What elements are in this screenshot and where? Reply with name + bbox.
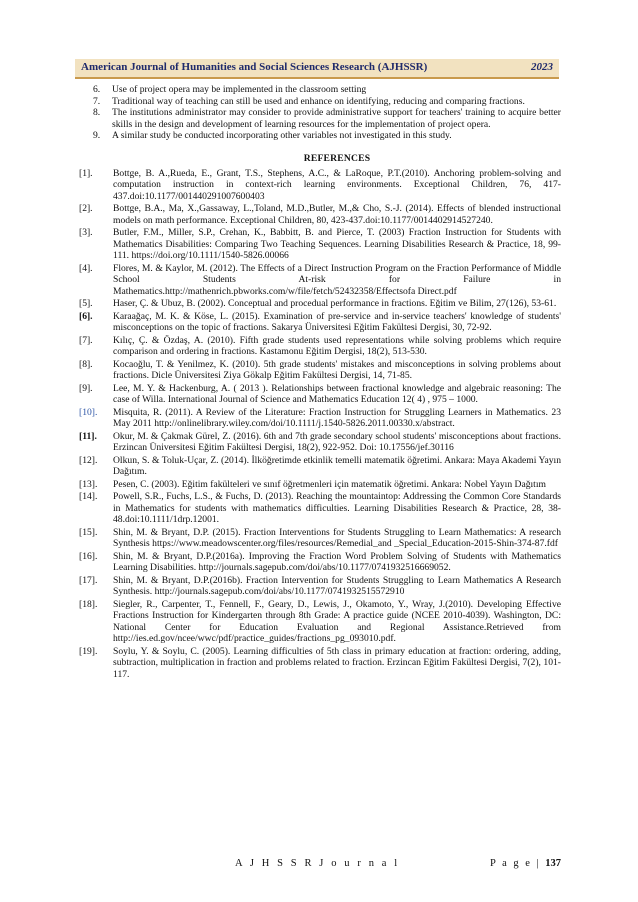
reference-item [79, 431, 561, 454]
reference-item [79, 527, 561, 550]
journal-header [75, 59, 559, 79]
reference-item [79, 263, 561, 298]
reference-text: Flores, M. & Kaylor, M. (2012). The Effects of a Direct Instruction Program on the Fraction Performance of Middle School Students At-risk for Failure in Mathematics.http://mathenrich.pbworks.com/w/file/fetch/52432358/Effectsofa Direct.pdf [113, 262, 561, 297]
item-text: Traditional way of teaching can still be used and enhance on identifying, reducing and comparing fractions. [112, 95, 525, 107]
references-heading: REFERENCES [303, 152, 371, 164]
reference-number: [19]. [79, 645, 98, 657]
reference-number: [14]. [79, 491, 98, 503]
reference-text: Pesen, C. (2003). Eğitim fakülteleri ve sınıf öğretmenleri için matematik öğretimi. Ankara: Nobel Yayın Dağıtım [113, 478, 546, 490]
reference-text: Shin, M. & Bryant, D.P.(2016b). Fraction Intervention for Students Struggling to Learn Mathematics A Research Synthesis. http://journals.sagepub.com/doi/abs/10.1177/0741932515572910 [113, 574, 561, 598]
reference-number: [12]. [79, 454, 98, 466]
reference-number: [8]. [79, 358, 93, 370]
reference-item [79, 646, 561, 681]
reference-item [79, 203, 561, 226]
reference-number: [4]. [79, 262, 93, 274]
item-number: 7. [93, 95, 101, 107]
reference-text: Siegler, R., Carpenter, T., Fennell, F., Geary, D., Lewis, J., Okamoto, Y., Wray, J.(2010). Developing Effective Fractions Instruction for Kindergarten through 8th Grade: A practice guide (NCEE 2010-4039). Washington, DC: National Center for Education Evaluation and Regional Assistance.Retrieved from http://ies.ed.gov/ncee/wwc/pdf/practice_guides/fractions_pg_093010.pdf. [113, 598, 561, 645]
reference-text: Olkun, S. & Toluk-Uçar, Z. (2014). İlköğretimde etkinlik temelli matematik öğretimi. Ankara: Maya Akademi Yayın Dağıtım. [113, 454, 561, 478]
reference-item [79, 551, 561, 574]
recommendation-item [79, 96, 561, 108]
reference-text: Karaağaç, M. K. & Köse, L. (2015). Examination of pre-service and in-service teachers' knowledge of students' misconceptions on the topic of fractions. Sakarya Üniversitesi Eğitim Fakültesi Dergisi, 30, 72-92. [113, 310, 561, 334]
reference-item [79, 335, 561, 358]
footer-page [490, 858, 561, 869]
reference-number: [5]. [79, 298, 93, 310]
reference-item [79, 491, 561, 526]
reference-item [79, 227, 561, 262]
page-number: 137 [545, 858, 561, 869]
reference-text: Powell, S.R., Fuchs, L.S., & Fuchs, D. (2013). Reaching the mountaintop: Addressing the Common Core Standards in Mathematics for students with mathematics difficulties. Learning Disabilities Research & Practice, 28, 38-48.doi:10.1111/1drp.12001. [113, 491, 561, 526]
item-number: 6. [93, 84, 101, 95]
references-list [79, 168, 561, 681]
item-number: 9. [93, 130, 101, 142]
reference-item [79, 298, 561, 310]
reference-text: Misquita, R. (2011). A Review of the Literature: Fraction Instruction for Struggling Learners in Mathematics. 23 May 2011 http://onlinelibrary.wiley.com/doi/10.1111/j.1540-5826.2011.00330.x/abstract. [113, 406, 561, 430]
reference-text: Bottge, B.A., Ma, X.,Gassaway, L.,Toland, M.D.,Butler, M.,& Cho, S.-J. (2014). Effects of blended instructional models on math performance. Exceptional Children, 80, 423-437.doi:10.1177/0014402914527240. [113, 203, 561, 226]
reference-item [79, 575, 561, 598]
reference-item [79, 479, 561, 491]
reference-text: Okur, M. & Çakmak Gürel, Z. (2016). 6th and 7th grade secondary school students' misconceptions about fractions. Erzincan Üniversitesi Eğitim Fakültesi Dergisi, 18(2), 922-952. Doi: 10.17556/jef.30116 [113, 430, 561, 454]
footer-page-label: P a g e | [490, 858, 541, 869]
reference-number: [11]. [79, 430, 97, 442]
recommendations-list [79, 84, 561, 142]
footer-journal: A J H S S R J o u r n a l [235, 858, 400, 869]
reference-text: Kocaoğlu, T. & Yenilmez, K. (2010). 5th grade students' mistakes and misconceptions in solving problems about fractions. Dicle Üniversitesi Ziya Gökalp Eğitim Fakültesi Dergisi, 14, 71-85. [113, 358, 561, 382]
reference-number: [3]. [79, 227, 93, 239]
item-text: The institutions administrator may consider to provide administrative support for teachers' training to acquire better skills in the design and development of learning resources for the implementation of project opera. [112, 107, 561, 130]
reference-text: Butler, F.M., Miller, S.P., Crehan, K., Babbitt, B. and Pierce, T. (2003) Fraction Instruction for Students with Mathematics Disabilities: Comparing Two Teaching Sequences. Learning Disabilities Research & Practice, 18, 99-111. https://doi.org/10.1111/1540-5826.00066 [113, 227, 561, 262]
reference-text: Shin, M. & Bryant, D.P.(2016a). Improving the Fraction Word Problem Solving of Students with Mathematics Learning Disabilities. http://journals.sagepub.com/doi/abs/10.1177/0741932516669052. [113, 550, 561, 574]
reference-number: [7]. [79, 334, 93, 346]
reference-number: [13]. [79, 478, 98, 490]
item-number: 8. [93, 107, 101, 119]
reference-number: [1]. [79, 167, 93, 179]
item-text: A similar study be conducted incorporating other variables not investigated in this study. [112, 130, 452, 142]
reference-item [79, 359, 561, 382]
reference-item [79, 407, 561, 430]
reference-number: [17]. [79, 574, 98, 586]
reference-number: [10]. [79, 406, 98, 418]
reference-number: [15]. [79, 526, 98, 538]
recommendation-item [79, 107, 561, 130]
recommendation-item [79, 130, 561, 142]
reference-text: Soylu, Y. & Soylu, C. (2005). Learning difficulties of 5th class in primary education at fraction: ordering, adding, subtraction, multiplication in fraction and problems related to fraction. Erzincan Eğitim Fakültesi Dergisi, 7(2), 101-117. [113, 645, 561, 680]
reference-item [79, 168, 561, 203]
reference-number: [9]. [79, 382, 93, 394]
reference-number: [6]. [79, 310, 93, 322]
reference-item [79, 455, 561, 478]
item-text: Use of project opera may be implemented in the classroom setting [112, 84, 367, 95]
journal-year: 2023 [531, 61, 553, 73]
journal-title: American Journal of Humanities and Social Sciences Research (AJHSSR) [81, 61, 428, 73]
reference-item [79, 383, 561, 406]
page-content [79, 84, 561, 681]
recommendation-item [79, 84, 561, 96]
reference-text: Kılıç, Ç. & Özdaş, A. (2010). Fifth grade students used representations while solving problems which require comparison and ordering in fractions. Kastamonu Eğitim Dergisi, 18(2), 513-530. [113, 334, 561, 358]
reference-item [79, 311, 561, 334]
reference-number: [2]. [79, 203, 93, 215]
reference-text: Shin, M. & Bryant, D.P. (2015). Fraction Interventions for Students Struggling to Learn Mathematics: A research Synthesis https://www.meadowscenter.org/files/resources/Remedial_and _Special_Education-2015-Shin-374-87.fdf [113, 526, 561, 550]
reference-number: [16]. [79, 550, 98, 562]
reference-text: Haser, Ç. & Ubuz, B. (2002). Conceptual and procedual performance in fractions. Eğitim ve Bilim, 27(126), 53-61. [113, 298, 557, 310]
reference-text: Bottge, B. A.,Rueda, E., Grant, T.S., Stephens, A.C., & LaRoque, P.T.(2010). Anchoring problem-solving and computation instruction in context-rich learning environments. Exceptional Children, 76, 417-437.doi:10.1177/001440291007600403 [113, 167, 561, 202]
reference-text: Lee, M. Y. & Hackenburg, A. ( 2013 ). Relationships between fractional knowledge and algebraic reasoning: The case of Willa. International Journal of Science and Mathematics Education 12( 4) , 975 – 1000. [113, 382, 561, 406]
reference-item [79, 599, 561, 645]
reference-number: [18]. [79, 598, 98, 610]
